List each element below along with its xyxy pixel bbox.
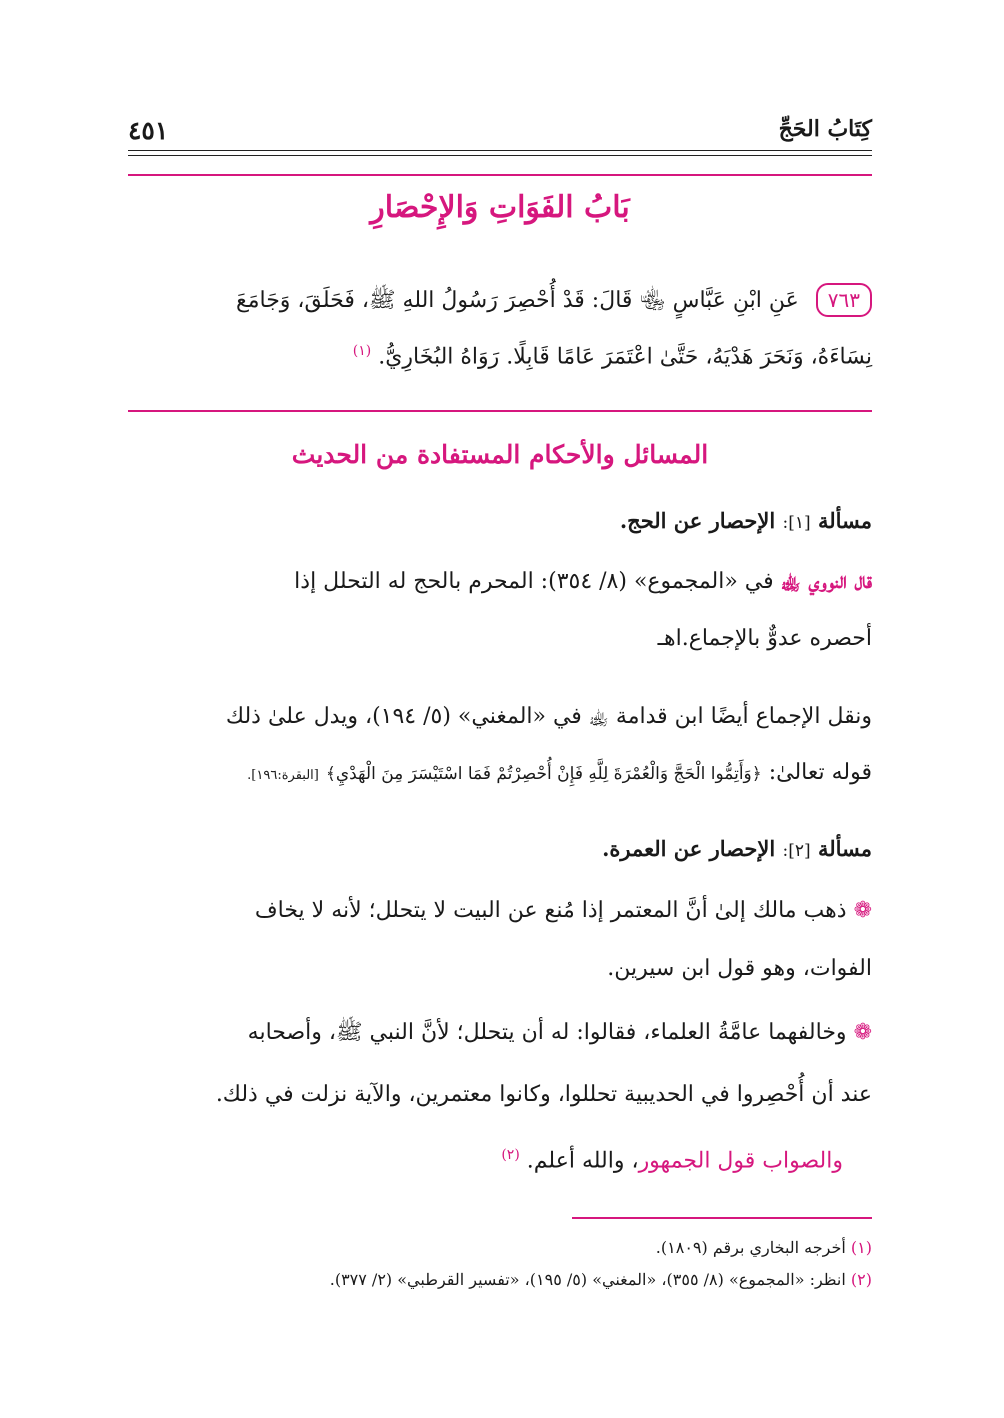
issue-1-para-2b <box>128 748 872 801</box>
issue-1-number: [١]: <box>782 513 811 533</box>
issue-2-label: مسألة <box>817 836 872 861</box>
book-title: كِتَابُ الحَجِّ <box>778 116 872 142</box>
header-rule-bottom <box>128 155 872 156</box>
issue-2-bullet-2 <box>128 1008 872 1058</box>
issue-2-b1-line1: ذهب مالك إلىٰ أنَّ المعتمر إذا مُنع عن البيت لا يتحلل؛ لأنه لا يخاف <box>254 898 847 923</box>
issue-2-bullet-1b <box>128 944 872 994</box>
flower-ornament-icon: ❁ <box>853 1020 872 1045</box>
issue-1-label: مسألة <box>817 508 872 533</box>
hadith-line-1: عَنِ ابْنِ عَبَّاسٍ ﵄ قَالَ: قَدْ أُحْصِرَ رَسُولُ اللهِ ﷺ، فَحَلَقَ، وَجَامَعَ <box>236 288 799 313</box>
issue-2-b2-line1: وخالفهما عامَّةُ العلماء، فقالوا: له أن يتحلل؛ لأنَّ النبي ﷺ، وأصحابه <box>247 1020 847 1045</box>
hadith-rule <box>128 410 872 412</box>
footnote-2-text: انظر: «المجموع» (٨/ ٣٥٥)، «المغني» (٥/ ١٩٥)، «تفسير القرطبي» (٢/ ٣٧٧). <box>329 1270 846 1289</box>
scholar-name: قال النووي ﵀ <box>780 568 872 594</box>
footnote-1 <box>128 1233 872 1263</box>
issue-1-p1-rest: في «المجموع» (٨/ ٣٥٤): المحرم بالحج له التحلل إذا <box>294 569 774 594</box>
quran-reference: [البقرة:١٩٦]. <box>247 768 319 783</box>
issue-1-title: الإحصار عن الحج. <box>619 508 776 533</box>
issue-1-heading <box>620 508 872 533</box>
quran-verse: ﴿وَأَتِمُّوا الْحَجَّ وَالْعُمْرَةَ لِلَّهِ فَإِنْ أُحْصِرْتُمْ فَمَا اسْتَيْسَرَ مِنَ الْهَدْيِ﴾ <box>325 764 762 784</box>
conclusion-rest: ، والله أعلم. <box>526 1148 639 1174</box>
page-number: ٤٥١ <box>128 116 169 145</box>
issue-1-p1-line2: أحصره عدوٌّ بالإجماع.اهـ <box>657 626 872 651</box>
issue-2-conclusion <box>128 1130 872 1186</box>
issue-1-p2-line1: ونقل الإجماع أيضًا ابن قدامة ﵀ في «المغني» (٥/ ١٩٤)، ويدل علىٰ ذلك <box>225 704 872 729</box>
issue-2-number: [٢]: <box>782 841 811 861</box>
header-rule-top <box>128 150 872 151</box>
footnote-1-mark: (١) <box>850 1238 872 1257</box>
issue-2-bullet-2b <box>128 1070 872 1120</box>
footnote-ref-1[interactable]: (١) <box>352 343 372 359</box>
hadith-text-2 <box>128 326 872 382</box>
conclusion-highlight: والصواب قول الجمهور <box>638 1148 843 1174</box>
footnote-1-text: أخرجه البخاري برقم (١٨٠٩). <box>655 1238 846 1257</box>
footnote-2-mark: (٢) <box>850 1270 872 1289</box>
issue-2-b2-line2: عند أن أُحْصِروا في الحديبية تحللوا، وكانوا معتمرين، والآية نزلت في ذلك. <box>215 1082 872 1107</box>
hadith-line-2: نِسَاءَهُ، وَنَحَرَ هَدْيَهُ، حَتَّىٰ اعْتَمَرَ عَامًا قَابِلًا. رَوَاهُ البُخَارِيُّ. <box>378 344 872 370</box>
footnote-rule <box>572 1217 872 1219</box>
hadith-number: ٧٦٣ <box>816 283 872 317</box>
issue-2-b1-line2: الفوات، وهو قول ابن سيرين. <box>607 956 872 981</box>
hadith-text <box>128 276 872 326</box>
issue-2-title: الإحصار عن العمرة. <box>602 836 776 861</box>
issue-2-heading <box>602 836 872 861</box>
issue-2-bullet-1 <box>128 886 872 936</box>
chapter-rule-top <box>128 174 872 176</box>
chapter-title: بَابُ الفَوَاتِ وَالإِحْصَارِ <box>370 190 630 225</box>
section-title: المسائل والأحكام المستفادة من الحديث <box>291 440 709 469</box>
footnote-2 <box>128 1265 872 1295</box>
issue-1-para-1 <box>128 556 872 607</box>
footnote-ref-2[interactable]: (٢) <box>501 1147 520 1163</box>
issue-1-para-1b <box>128 614 872 664</box>
flower-ornament-icon: ❁ <box>853 898 872 923</box>
issue-1-p2-pre: قوله تعالىٰ: <box>768 760 872 785</box>
issue-1-para-2 <box>128 692 872 742</box>
